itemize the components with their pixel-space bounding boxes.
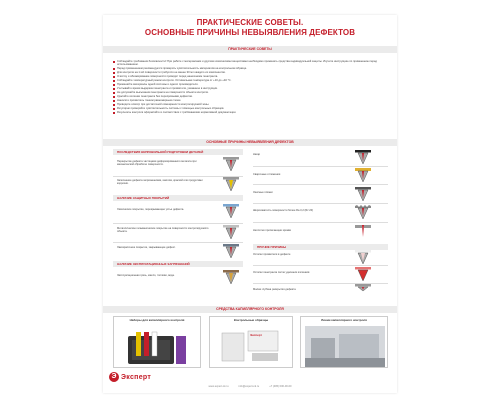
weld-defect-icon: [355, 249, 371, 265]
tip-item: Наносите проявитель тонким равномерным слоем.: [113, 99, 387, 102]
coatings-header: НАЛИЧИЕ ЗАЩИТНЫХ ПОКРЫТИЙ: [113, 195, 243, 201]
right-item: Нагар: [253, 153, 261, 156]
tip-item: Проводите осмотр при достаточной освещённости контролируемой зоны.: [113, 103, 387, 106]
kit-box: [113, 316, 201, 368]
brand-logo: [109, 372, 151, 382]
kit-title: Наборы для капиллярного контроля: [129, 318, 185, 322]
tip-item: Результаты контроля оформляйте в соответствии с требованиями нормативной документации.: [113, 111, 387, 114]
dirt-header: НАЛИЧИЕ ЭКСПЛУАТАЦИОННЫХ ЗАГРЯЗНЕНИЙ: [113, 261, 243, 267]
bullet-icon: [113, 92, 115, 94]
lines-title: Линии капиллярного контроля: [321, 318, 367, 322]
right-item: Шероховатость поверхности более Ra 3,2 (Rz 20): [253, 209, 314, 212]
footer-contacts: [103, 385, 397, 388]
other-item: Малая глубина раскрытия дефекта: [253, 288, 296, 291]
reasons-header: ОСНОВНЫЕ ПРИЧИНЫ НЕВЫЯВЛЕНИЯ ДЕФЕКТОВ: [103, 139, 397, 146]
bullet-icon: [113, 80, 115, 82]
bullet-icon: [113, 100, 115, 102]
bullet-icon: [113, 76, 115, 78]
coating-item: Металлическое гальваническое покрытие на поверхности контролируемого объекта.: [117, 227, 209, 234]
coating-item: Химическое покрытие, перекрывающее устье дефекта.: [117, 208, 184, 211]
tip-item: Соблюдайте температурный режим контроля. Оптимальная температура от +10 до +40 °C.: [113, 79, 387, 82]
tip-item: Удаляйте излишки пенетранта без перепромывки дефектов.: [113, 95, 387, 98]
sample-brand: Эксперт: [250, 333, 263, 337]
weld-defect-icon: [223, 203, 239, 219]
bullet-icon: [113, 108, 115, 110]
footer-phone: +7 (495) 000-00-00: [269, 385, 292, 388]
prep-header: ПОСЛЕДСТВИЯ НЕПРАВИЛЬНОЙ ПОДГОТОВКИ ДЕТАЛЕЙ: [113, 149, 243, 155]
divider: [253, 184, 388, 185]
weld-defect-icon: [223, 224, 239, 240]
logo-text: Эксперт: [121, 373, 152, 381]
bullet-icon: [113, 112, 115, 114]
title-line-1: ПРАКТИЧЕСКИЕ СОВЕТЫ.: [196, 18, 304, 27]
right-item: Сварочные отложения: [253, 173, 281, 176]
bullet-icon: [113, 104, 115, 106]
tips-list: [113, 60, 387, 115]
weld-defect-icon: [355, 223, 371, 239]
samples-title: Контрольные образцы: [233, 318, 269, 322]
bullet-icon: [113, 61, 115, 63]
poster-title: [103, 18, 397, 38]
poster: [103, 15, 397, 393]
bullet-icon: [113, 68, 115, 70]
lines-box: [300, 316, 388, 368]
tips-header: ПРАКТИЧЕСКИЕ СОВЕТЫ: [103, 46, 397, 53]
footer-email[interactable]: info@expert-nk.ru: [238, 385, 260, 388]
tip-item: Применяйте материалы одной системы и одного производителя.: [113, 83, 387, 86]
logo-mark-icon: Э: [109, 372, 119, 382]
prep-item: Заполнение дефекта загрязнениями, маслом, краской или продуктами коррозии.: [117, 179, 203, 186]
samples-box: [209, 316, 293, 368]
weld-defect-icon: [223, 243, 239, 259]
bullet-icon: [113, 96, 115, 98]
weld-defect-icon: [355, 167, 371, 183]
title-line-2: ОСНОВНЫЕ ПРИЧИНЫ НЕВЫЯВЛЕНИЯ ДЕФЕКТОВ: [144, 28, 356, 37]
bullet-icon: [113, 88, 115, 90]
coating-item: Лакокрасочное покрытие, закрывающее дефект.: [117, 246, 176, 249]
weld-defect-icon: [355, 204, 371, 220]
weld-defect-icon: [355, 283, 371, 299]
footer-website[interactable]: www.expert-nk.ru: [208, 385, 229, 388]
weld-defect-icon: [223, 156, 239, 172]
tip-item: Очистку и обезжиривание поверхности проводят перед нанесением пенетранта.: [113, 75, 387, 78]
other-item: Остатки проявителя в дефекте: [253, 253, 291, 256]
weld-defect-icon: [355, 266, 371, 282]
tip-item: Перед применением рекомендуется проверить чувствительность материалов на контрольном образце.: [113, 67, 387, 70]
weld-defect-icon: [355, 186, 371, 202]
weld-defect-icon: [223, 269, 239, 285]
dirt-item: Эксплуатационная грязь, масло, топливо, вода.: [117, 274, 175, 277]
prep-item: Перекрытие дефекта частицами деформированного металла при механической обработке поверхности.: [117, 160, 197, 167]
tip-item: Для контроля на 1 м2 поверхности требуется не менее 30 мл каждого из компонентов.: [113, 71, 387, 74]
weld-defect-icon: [223, 176, 239, 192]
tip-item: Учитывайте время выдержки пенетранта и проявителя, указанное в инструкции.: [113, 87, 387, 90]
right-item: Окисные плёнки: [253, 191, 273, 194]
control-header: СРЕДСТВА КАПИЛЛЯРНОГО КОНТРОЛЯ: [103, 306, 397, 313]
bullet-icon: [113, 84, 115, 86]
kit-case-image: [126, 326, 188, 366]
tip-item: Соблюдайте требования безопасности! При работе с материалами и другими химическими веществами необходимо применять средства индивидуальной защиты. Изучите инструкцию по применению перед использованием.: [113, 60, 387, 67]
right-item: Неплотно прилегающие кромки: [253, 229, 292, 232]
other-header: ПРОЧИЕ ПРИЧИНЫ: [253, 244, 388, 250]
tip-item: Регулярно проверяйте чувствительность системы с помощью контрольных образцов.: [113, 107, 387, 110]
other-item: Остатки пенетранта после удаления излишков: [253, 271, 310, 274]
bullet-icon: [113, 72, 115, 74]
weld-defect-icon: [355, 149, 371, 165]
tip-item: Не допускайте высыхания пенетранта на поверхности объекта контроля.: [113, 91, 387, 94]
line-photo-image: [305, 326, 385, 367]
